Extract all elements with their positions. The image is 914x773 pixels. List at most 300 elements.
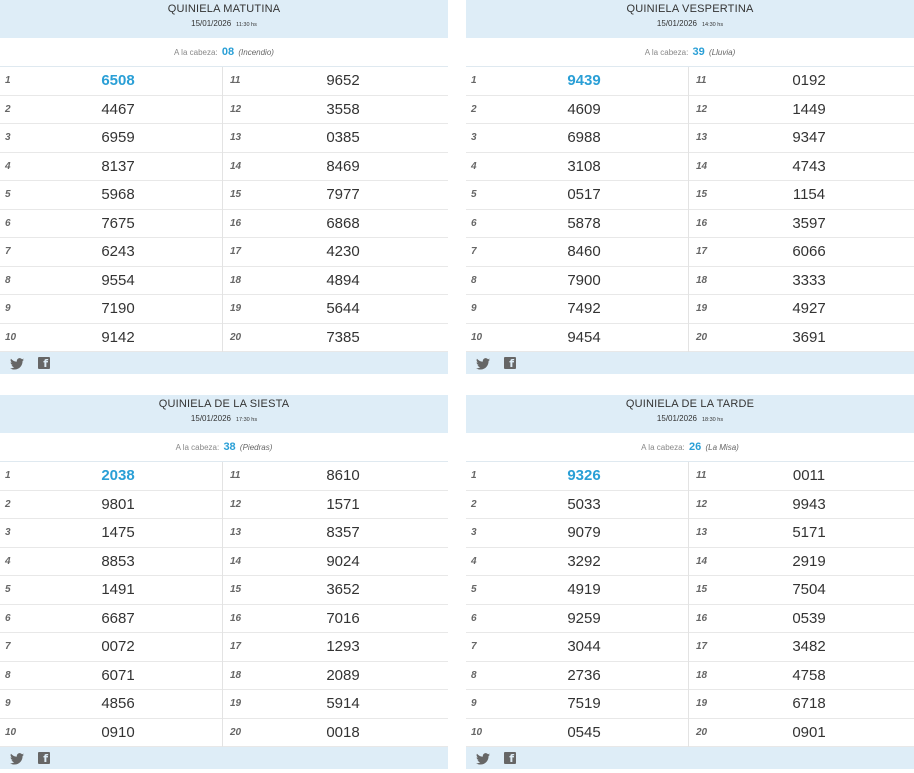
result-position: 10: [5, 331, 17, 343]
panel-footer: [466, 352, 914, 374]
result-row: [223, 719, 448, 748]
result-row: [0, 576, 222, 605]
result-row: [689, 462, 914, 491]
result-row: [223, 96, 448, 125]
result-position: 19: [696, 698, 708, 709]
result-position: 8: [5, 669, 11, 681]
result-position: 4: [5, 160, 11, 172]
result-position: 13: [230, 527, 242, 538]
result-position: 2: [5, 103, 11, 115]
a-la-cabeza: [0, 38, 448, 67]
result-position: 7: [5, 641, 11, 652]
result-row: [466, 633, 688, 662]
result-position: 15: [230, 189, 242, 200]
result-number: 0901: [792, 723, 826, 741]
result-number: 4919: [567, 581, 601, 598]
results-column-1-10: [0, 67, 223, 352]
result-position: 5: [5, 189, 11, 200]
result-position: 7: [5, 246, 11, 257]
panel-time: 11:30 hs: [236, 22, 257, 28]
panel-footer: [0, 747, 448, 769]
result-row: [466, 491, 688, 520]
result-row: [689, 662, 914, 691]
result-row: [466, 324, 688, 353]
result-row: [0, 181, 222, 210]
result-number: 5968: [101, 186, 135, 203]
result-number: 8469: [326, 157, 360, 175]
result-position: 4: [471, 160, 477, 172]
results-grid: [0, 67, 448, 352]
result-row: [0, 96, 222, 125]
result-row: [689, 519, 914, 548]
result-number: 5914: [326, 695, 360, 712]
result-row: [689, 67, 914, 96]
result-row: [689, 324, 914, 353]
result-row: [689, 96, 914, 125]
result-position: 17: [230, 641, 242, 652]
result-position: 17: [696, 641, 708, 652]
result-position: 14: [230, 160, 242, 172]
result-position: 16: [696, 217, 708, 229]
result-number: 4467: [101, 100, 135, 118]
result-number: 7900: [567, 271, 601, 289]
result-row: [689, 124, 914, 153]
result-number: 6988: [567, 129, 601, 146]
result-position: 10: [471, 331, 483, 343]
result-position: 13: [696, 527, 708, 538]
result-position: 4: [471, 555, 477, 567]
result-number: 6687: [101, 609, 135, 627]
result-row: [223, 519, 448, 548]
result-position: 12: [696, 103, 708, 115]
result-position: 2: [471, 498, 477, 510]
result-row: [466, 462, 688, 491]
result-row: [0, 153, 222, 182]
panel-date: 15/01/2026: [191, 19, 232, 28]
result-number: 7504: [792, 581, 826, 598]
result-position: 11: [230, 75, 241, 86]
result-row: [689, 491, 914, 520]
result-position: 9: [5, 303, 11, 314]
result-number: 0545: [567, 723, 601, 741]
result-row: [0, 633, 222, 662]
result-number: 0910: [101, 723, 135, 741]
result-number: 9454: [567, 328, 601, 346]
result-position: 1: [5, 75, 11, 86]
result-number: 9142: [101, 328, 135, 346]
panel-header: [466, 0, 914, 38]
result-number: 0385: [326, 129, 360, 146]
panel-datetime: [0, 413, 448, 426]
results-column-1-10: [0, 462, 223, 747]
panel-header: [0, 395, 448, 433]
twitter-icon[interactable]: [476, 752, 490, 764]
twitter-icon[interactable]: [476, 357, 490, 369]
panel-date: 15/01/2026: [656, 19, 697, 28]
result-number: 9259: [567, 609, 601, 627]
result-number: 3333: [792, 271, 826, 289]
result-row: [223, 153, 448, 182]
result-row: [689, 210, 914, 239]
a-la-cabeza-meaning: (La Misa): [705, 443, 739, 452]
result-number: 3652: [326, 581, 360, 598]
results-column-11-20: [689, 462, 914, 747]
result-number: 8853: [101, 552, 135, 570]
a-la-cabeza-number: 08: [221, 46, 235, 58]
result-position: 6: [471, 612, 477, 624]
result-position: 10: [5, 726, 17, 738]
result-position: 1: [471, 75, 477, 86]
result-position: 19: [230, 698, 242, 709]
result-row: [689, 295, 914, 324]
a-la-cabeza: [0, 433, 448, 462]
result-row: [466, 519, 688, 548]
result-position: 2: [5, 498, 11, 510]
result-number: 1154: [792, 186, 826, 203]
result-number: 9801: [101, 495, 135, 513]
result-row: [466, 576, 688, 605]
result-row: [223, 67, 448, 96]
result-position: 7: [471, 246, 477, 257]
result-position: 5: [471, 584, 477, 595]
result-position: 17: [230, 246, 242, 257]
results-column-11-20: [689, 67, 914, 352]
result-number: 4230: [326, 243, 360, 260]
result-number: 9554: [101, 271, 135, 289]
result-row: [0, 210, 222, 239]
result-position: 15: [696, 584, 708, 595]
result-number: 6071: [101, 666, 135, 684]
facebook-icon[interactable]: f: [38, 357, 52, 369]
result-number: 6718: [792, 695, 826, 712]
result-row: [466, 662, 688, 691]
result-number: 7016: [326, 609, 360, 627]
result-position: 18: [230, 669, 242, 681]
result-position: 5: [5, 584, 11, 595]
result-row: [466, 719, 688, 748]
result-number: 1491: [101, 581, 135, 598]
result-number: 0072: [101, 638, 135, 655]
twitter-icon[interactable]: [10, 752, 24, 764]
result-number: 3691: [792, 328, 826, 346]
result-number: 0011: [792, 467, 826, 484]
result-row: [223, 548, 448, 577]
result-position: 20: [230, 331, 242, 343]
result-number: 2919: [792, 552, 826, 570]
panel-datetime: [466, 413, 914, 426]
panel-footer: [0, 352, 448, 374]
result-number: 4609: [567, 100, 601, 118]
result-number: 3558: [326, 100, 360, 118]
result-number: 0539: [792, 609, 826, 627]
result-position: 13: [230, 132, 242, 143]
result-row: [223, 576, 448, 605]
result-row: [223, 295, 448, 324]
result-row: [466, 548, 688, 577]
result-number: 4743: [792, 157, 826, 175]
result-number: 0517: [567, 186, 601, 203]
result-position: 8: [471, 669, 477, 681]
result-row: [466, 181, 688, 210]
result-row: [466, 238, 688, 267]
result-position: 17: [696, 246, 708, 257]
result-position: 18: [696, 274, 708, 286]
result-row: [0, 548, 222, 577]
panel-time: 18:30 hs: [701, 417, 724, 423]
result-position: 12: [696, 498, 708, 510]
result-row: [0, 67, 222, 96]
results-column-1-10: [466, 462, 689, 747]
result-number: 8137: [101, 157, 135, 175]
result-row: [689, 267, 914, 296]
result-position: 4: [5, 555, 11, 567]
result-row: [466, 690, 688, 719]
result-number: 0192: [792, 72, 826, 89]
result-position: 18: [696, 669, 708, 681]
result-number: 9347: [792, 129, 826, 146]
result-number: 6508: [101, 72, 135, 89]
result-row: [689, 605, 914, 634]
result-position: 3: [5, 527, 11, 538]
result-row: [223, 662, 448, 691]
result-number: 9652: [326, 72, 360, 89]
result-number: 9024: [326, 552, 360, 570]
result-position: 1: [471, 470, 477, 481]
quiniela-panel: [0, 0, 448, 374]
twitter-icon[interactable]: [10, 357, 24, 369]
result-row: [0, 690, 222, 719]
result-number: 4856: [101, 695, 135, 712]
result-row: [689, 153, 914, 182]
result-position: 6: [5, 217, 11, 229]
result-row: [0, 324, 222, 353]
result-number: 1293: [326, 638, 360, 655]
result-position: 3: [471, 132, 477, 143]
result-row: [223, 124, 448, 153]
result-position: 12: [230, 103, 242, 115]
panel-title: QUINIELA DE LA SIESTA: [158, 398, 290, 410]
panel-title: QUINIELA VESPERTINA: [626, 3, 754, 15]
result-row: [223, 210, 448, 239]
result-row: [223, 267, 448, 296]
result-row: [689, 719, 914, 748]
result-row: [223, 633, 448, 662]
quiniela-panel: [466, 0, 914, 374]
result-number: 9326: [567, 467, 601, 484]
result-row: [0, 295, 222, 324]
a-la-cabeza-meaning: (Incendio): [238, 48, 274, 57]
a-la-cabeza: [466, 433, 914, 462]
result-number: 5171: [792, 524, 826, 541]
result-position: 5: [471, 189, 477, 200]
result-position: 19: [230, 303, 242, 314]
result-number: 7519: [567, 695, 601, 712]
result-row: [0, 124, 222, 153]
panel-title: QUINIELA DE LA TARDE: [625, 398, 755, 410]
result-row: [466, 267, 688, 296]
result-number: 4758: [792, 666, 826, 684]
result-row: [689, 181, 914, 210]
results-column-1-10: [466, 67, 689, 352]
a-la-cabeza-label: A la cabeza:: [644, 48, 689, 57]
result-position: 16: [230, 217, 242, 229]
result-position: 9: [471, 698, 477, 709]
result-position: 20: [230, 726, 242, 738]
result-row: [0, 719, 222, 748]
result-number: 4894: [326, 271, 360, 289]
result-number: 3108: [567, 157, 601, 175]
result-row: [689, 633, 914, 662]
result-row: [466, 210, 688, 239]
result-row: [689, 238, 914, 267]
result-number: 3482: [792, 638, 826, 655]
result-number: 9439: [567, 72, 601, 89]
a-la-cabeza-label: A la cabeza:: [175, 443, 220, 452]
result-row: [466, 153, 688, 182]
result-row: [689, 690, 914, 719]
panel-date: 15/01/2026: [656, 414, 697, 423]
result-row: [223, 238, 448, 267]
result-position: 20: [696, 331, 708, 343]
panel-header: [466, 395, 914, 433]
result-row: [223, 462, 448, 491]
a-la-cabeza-meaning: (Piedras): [239, 443, 273, 452]
a-la-cabeza-meaning: (Lluvia): [709, 48, 736, 57]
panel-datetime: [466, 18, 914, 31]
result-position: 10: [471, 726, 483, 738]
result-position: 1: [5, 470, 11, 481]
result-number: 7977: [326, 186, 360, 203]
result-number: 8460: [567, 243, 601, 260]
result-position: 19: [696, 303, 708, 314]
result-position: 11: [230, 470, 241, 481]
panel-time: 17:30 hs: [235, 417, 258, 423]
panel-header: [0, 0, 448, 38]
result-row: [0, 662, 222, 691]
result-number: 7492: [567, 300, 601, 317]
result-row: [223, 491, 448, 520]
result-number: 6959: [101, 129, 135, 146]
result-row: [466, 124, 688, 153]
result-row: [0, 238, 222, 267]
result-row: [223, 605, 448, 634]
result-row: [0, 491, 222, 520]
result-row: [0, 605, 222, 634]
a-la-cabeza-number: 38: [223, 441, 236, 453]
result-row: [466, 295, 688, 324]
result-row: [689, 576, 914, 605]
panel-datetime: [0, 18, 448, 31]
result-position: 16: [230, 612, 242, 624]
result-row: [466, 96, 688, 125]
result-position: 16: [696, 612, 708, 624]
result-row: [0, 267, 222, 296]
results-grid: [466, 462, 914, 747]
result-number: 8357: [326, 524, 360, 541]
panel-footer: [466, 747, 914, 769]
result-position: 15: [230, 584, 242, 595]
result-number: 2736: [567, 666, 601, 684]
a-la-cabeza-label: A la cabeza:: [641, 443, 685, 452]
result-position: 9: [471, 303, 477, 314]
result-number: 3292: [567, 552, 601, 570]
result-number: 1475: [101, 524, 135, 541]
result-position: 12: [230, 498, 242, 510]
result-row: [223, 324, 448, 353]
result-number: 5878: [567, 214, 601, 232]
result-position: 2: [471, 103, 477, 115]
result-row: [0, 462, 222, 491]
result-row: [466, 67, 688, 96]
facebook-icon[interactable]: f: [504, 752, 518, 764]
result-number: 5033: [567, 495, 601, 513]
result-position: 11: [696, 75, 707, 86]
result-position: 9: [5, 698, 11, 709]
result-number: 2089: [326, 666, 360, 684]
result-number: 9943: [792, 495, 826, 513]
a-la-cabeza-number: 39: [692, 46, 705, 58]
result-row: [466, 605, 688, 634]
result-position: 6: [471, 217, 477, 229]
panel-time: 14:30 hs: [701, 22, 724, 28]
result-position: 7: [471, 641, 477, 652]
result-position: 3: [471, 527, 477, 538]
result-position: 8: [5, 274, 11, 286]
result-row: [0, 519, 222, 548]
a-la-cabeza: [466, 38, 914, 67]
result-number: 9079: [567, 524, 601, 541]
result-number: 0018: [326, 723, 360, 741]
result-number: 6066: [792, 243, 826, 260]
result-position: 14: [696, 555, 708, 567]
result-number: 7385: [326, 328, 360, 346]
panel-date: 15/01/2026: [190, 414, 231, 423]
result-position: 8: [471, 274, 477, 286]
result-position: 13: [696, 132, 708, 143]
results-column-11-20: [223, 67, 448, 352]
result-position: 15: [696, 189, 708, 200]
result-row: [689, 548, 914, 577]
a-la-cabeza-label: A la cabeza:: [174, 48, 218, 57]
result-number: 2038: [101, 467, 135, 484]
result-number: 6243: [101, 243, 135, 260]
facebook-icon[interactable]: f: [504, 357, 518, 369]
result-position: 14: [696, 160, 708, 172]
quiniela-panel: [466, 395, 914, 769]
results-column-11-20: [223, 462, 448, 747]
result-number: 7190: [101, 300, 135, 317]
result-position: 3: [5, 132, 11, 143]
result-number: 5644: [326, 300, 360, 317]
result-number: 1449: [792, 100, 826, 118]
result-position: 11: [696, 470, 707, 481]
result-position: 14: [230, 555, 242, 567]
result-number: 6868: [326, 214, 360, 232]
result-number: 3044: [567, 638, 601, 655]
result-position: 18: [230, 274, 242, 286]
result-row: [223, 690, 448, 719]
panel-title: QUINIELA MATUTINA: [167, 3, 281, 15]
result-position: 20: [696, 726, 708, 738]
facebook-icon[interactable]: f: [38, 752, 52, 764]
result-position: 6: [5, 612, 11, 624]
result-number: 3597: [792, 214, 826, 232]
quiniela-panel: [0, 395, 448, 769]
results-grid: [466, 67, 914, 352]
result-number: 1571: [326, 495, 360, 513]
result-row: [223, 181, 448, 210]
a-la-cabeza-number: 26: [689, 441, 702, 453]
